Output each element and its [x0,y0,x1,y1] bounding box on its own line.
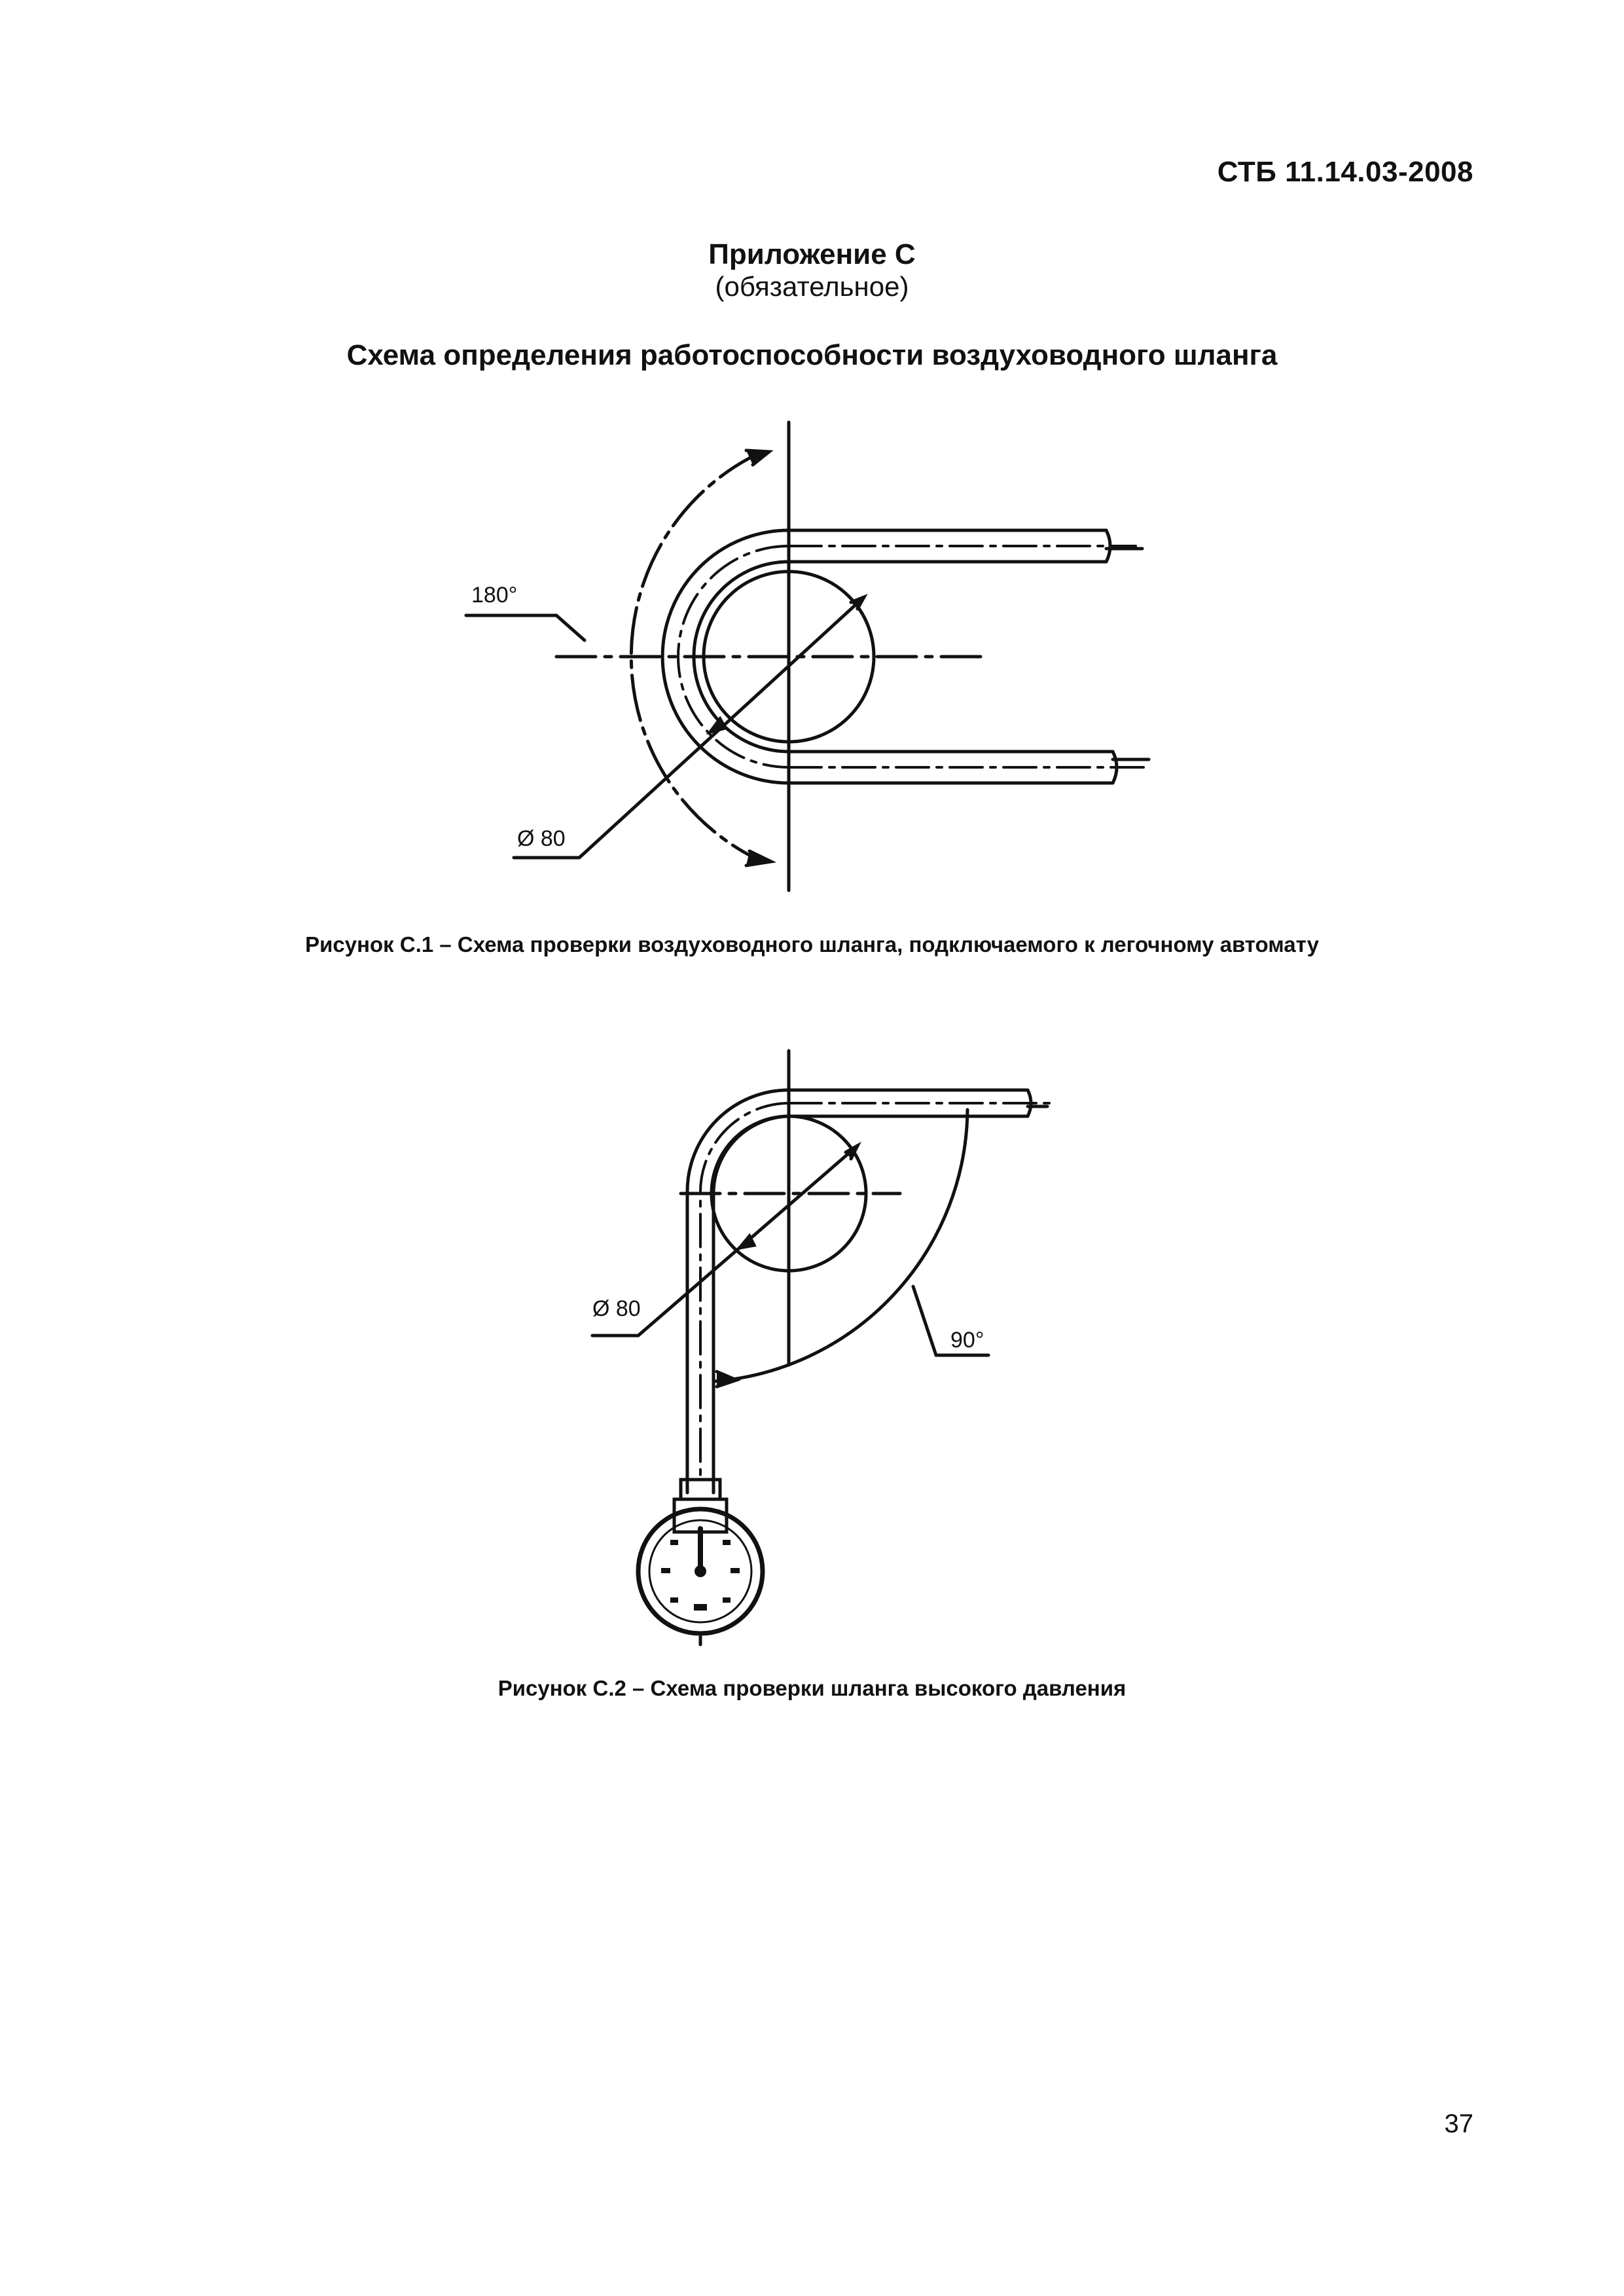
section-title: Схема определения работоспособности воздуховодного шланга [346,339,1278,371]
figure-2-caption: Рисунок С.2 – Схема проверки шланга высокого давления [497,1676,1127,1700]
document-code: СТБ 11.14.03-2008 [1217,156,1473,188]
page-number: 37 [1444,2109,1473,2138]
appendix-note: (обязательное) [715,271,909,302]
fig2-angle-label: 90° [950,1328,984,1353]
fig1-diameter-label: Ø 80 [517,826,566,851]
fig2-hose-outer [687,1090,789,1493]
fig2-diameter-label: Ø 80 [592,1296,641,1321]
appendix-title: Приложение С [708,238,916,270]
fig2-angle-leader [913,1286,936,1355]
fig2-hose-inner [713,1116,789,1493]
figure-1-caption: Рисунок С.1 – Схема проверки воздуховодного шланга, подключаемого к легочному автомату [305,932,1319,957]
fig1-angle-label: 180° [471,583,518,608]
